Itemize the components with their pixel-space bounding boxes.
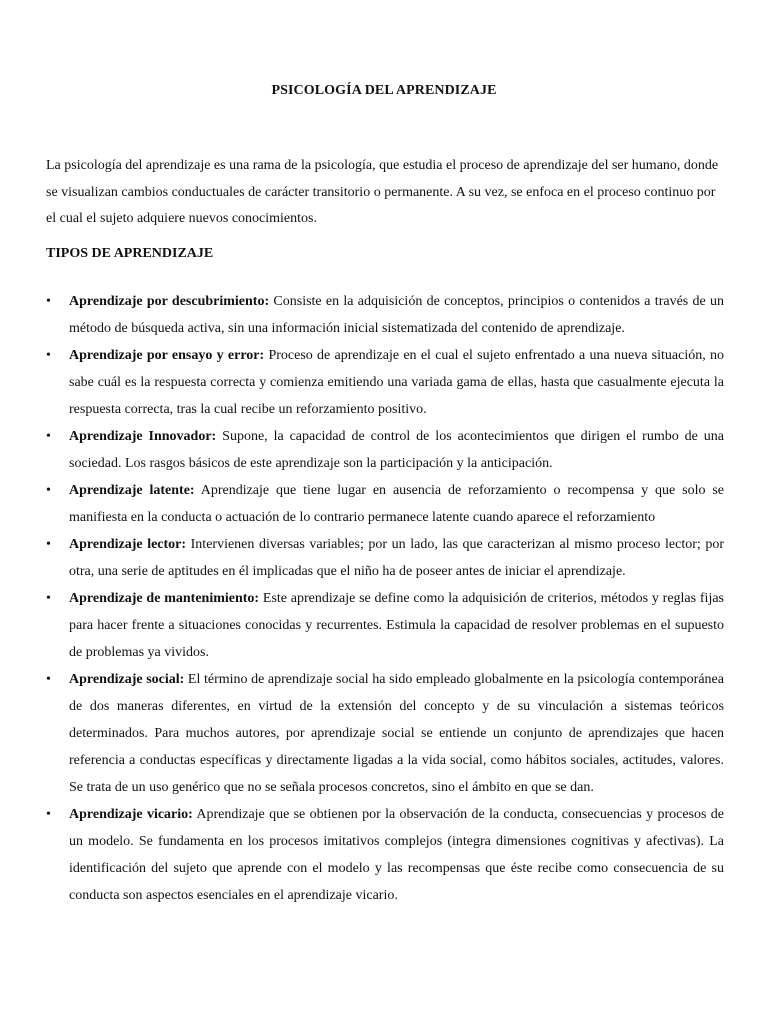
item-term: Aprendizaje social:	[69, 672, 185, 687]
bullet-icon: •	[46, 672, 51, 687]
list-item	[46, 666, 724, 801]
item-term: Aprendizaje vicario:	[69, 807, 193, 822]
item-text: Aprendizaje que tiene lugar en ausencia de reforzamiento o recompensa y que solo se manifiesta en la conducta o actuación de lo contrario permanece latente cuando aparece el reforzamiento	[69, 483, 724, 525]
item-term: Aprendizaje por ensayo y error:	[69, 348, 265, 363]
item-text: Este aprendizaje se define como la adquisición de criterios, métodos y reglas fijas para hacer frente a situaciones conocidas y recurrentes. Estimula la capacidad de resolver problemas en el supuesto de problemas ya vividos.	[69, 591, 724, 660]
bullet-icon: •	[46, 348, 51, 363]
item-text: Aprendizaje que se obtienen por la observación de la conducta, consecuencias y procesos de un modelo. Se fundamenta en los procesos imitativos complejos (integra dimensiones cognitivas y afectivas). La identificación del sujeto que aprende con el modelo y las recompensas que éste recibe como consecuencia de su conducta son aspectos esenciales en el aprendizaje vicario.	[69, 807, 724, 903]
item-term: Aprendizaje latente:	[69, 483, 195, 498]
intro-paragraph: La psicología del aprendizaje es una rama de la psicología, que estudia el proceso de aprendizaje del ser humano, donde se visualizan cambios conductuales de carácter transitorio o permanente. A su vez, se enfoca en el proceso continuo por el cual el sujeto adquiere nuevos conocimientos.	[46, 158, 719, 226]
list-item	[46, 288, 724, 342]
list-item	[46, 342, 724, 423]
section-heading: TIPOS DE APRENDIZAJE	[46, 246, 214, 261]
bullet-icon: •	[46, 591, 51, 606]
item-term: Aprendizaje Innovador:	[69, 429, 217, 444]
bullet-icon: •	[46, 483, 51, 498]
learning-types-list	[46, 288, 724, 909]
bullet-icon: •	[46, 537, 51, 552]
item-term: Aprendizaje por descubrimiento:	[69, 294, 270, 309]
item-text: Supone, la capacidad de control de los acontecimientos que dirigen el rumbo de una sociedad. Los rasgos básicos de este aprendizaje son la participación y la anticipación.	[69, 429, 724, 471]
item-text: Proceso de aprendizaje en el cual el sujeto enfrentado a una nueva situación, no sabe cuál es la respuesta correcta y comienza emitiendo una variada gama de ellas, hasta que casualmente ejecuta la respuesta correcta, tras la cual recibe un reforzamiento positivo.	[69, 348, 724, 417]
document-title: PSICOLOGÍA DEL APRENDIZAJE	[271, 83, 497, 98]
bullet-icon: •	[46, 429, 51, 444]
item-text: El término de aprendizaje social ha sido empleado globalmente en la psicología contemporánea de dos maneras diferentes, en virtud de la extensión del concepto y de su vinculación a sistemas teóricos determinados. Para muchos autores, por aprendizaje social se entiende un conjunto de aprendizajes que hacen referencia a conductas específicas y directamente ligadas a la vida social, como hábitos sociales, actitudes, valores. Se trata de un uso genérico que no se señala procesos concretos, sino el ámbito en que se dan.	[69, 672, 724, 795]
bullet-icon: •	[46, 807, 51, 822]
item-text: Consiste en la adquisición de conceptos, principios o contenidos a través de un método de búsqueda activa, sin una información inicial sistematizada del contenido de aprendizaje.	[69, 294, 724, 336]
list-item	[46, 801, 724, 909]
item-term: Aprendizaje lector:	[69, 537, 187, 552]
item-text: Intervienen diversas variables; por un lado, las que caracterizan al mismo proceso lector; por otra, una serie de aptitudes en él implicadas que el niño ha de poseer antes de iniciar el aprendizaje.	[69, 537, 724, 579]
bullet-icon: •	[46, 294, 51, 309]
list-item	[46, 477, 724, 531]
list-item	[46, 585, 724, 666]
item-term: Aprendizaje de mantenimiento:	[69, 591, 260, 606]
list-item	[46, 531, 724, 585]
list-item	[46, 423, 724, 477]
